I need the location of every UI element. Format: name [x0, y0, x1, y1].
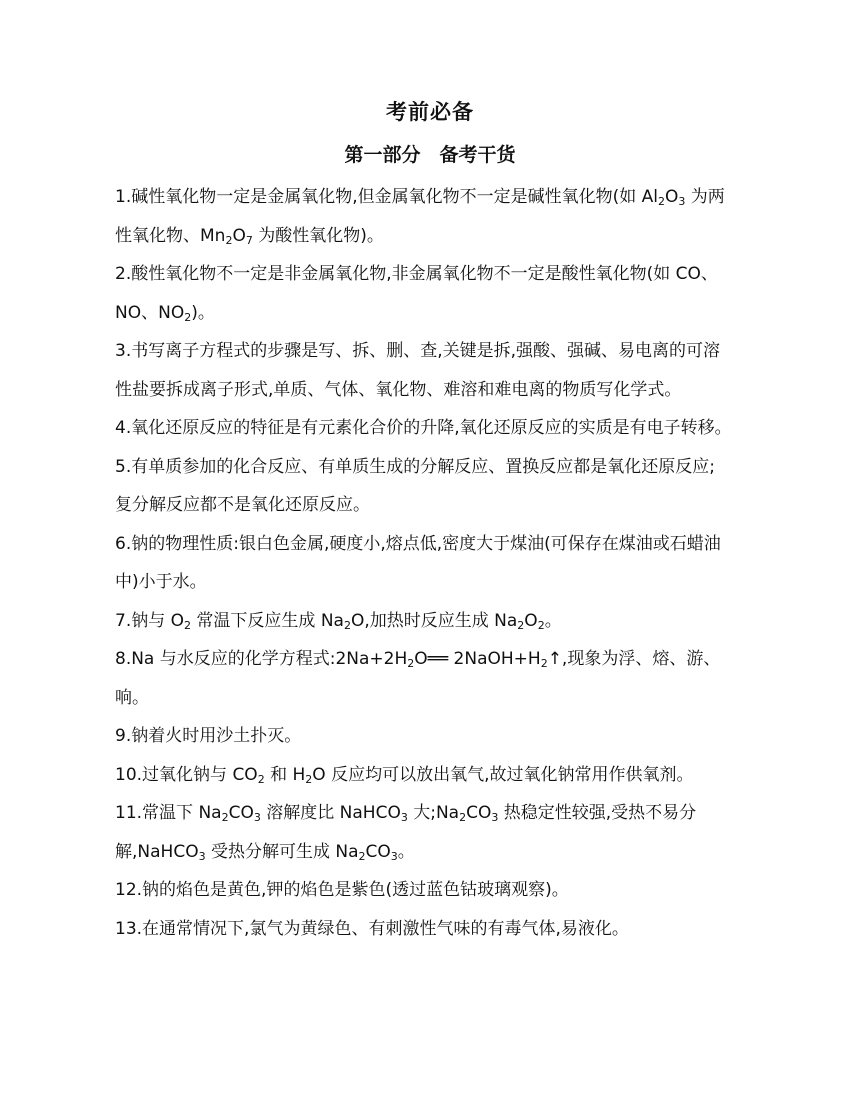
text-segment: 热稳定性较强,受热不易分: [498, 803, 697, 823]
text-line: [115, 178, 755, 217]
text-line: [115, 679, 755, 718]
text-segment: 8.Na 与水反应的化学方程式:2Na+2H: [115, 649, 408, 669]
text-line: [115, 794, 755, 833]
text-line: [115, 717, 755, 756]
text-segment: CO: [228, 803, 254, 823]
text-segment: 复分解反应都不是氧化还原反应。: [115, 495, 370, 515]
text-segment: NO、NO: [115, 302, 185, 323]
subscript: 3: [678, 195, 686, 208]
text-segment: CO: [365, 841, 391, 862]
text-line: [115, 871, 755, 910]
text-segment: 大;Na: [407, 803, 460, 823]
text-segment: )。: [191, 302, 215, 323]
text-segment: 2.酸性氧化物不一定是非金属氧化物,非金属氧化物不一定是酸性氧化物(如 CO、: [115, 264, 718, 284]
text-line: [115, 756, 755, 795]
list-item: [115, 448, 755, 525]
section-heading: 第一部分 备考干货: [344, 144, 516, 166]
text-segment: 常温下反应生成 Na: [191, 610, 344, 631]
text-segment: 。: [397, 841, 415, 862]
text-line: [115, 833, 755, 872]
list-item: [115, 409, 755, 448]
text-segment: 溶解度比 NaHCO: [260, 803, 401, 823]
text-segment: 性盐要拆成离子形式,单质、气体、氧化物、难溶和难电离的物质写化学式。: [115, 379, 682, 400]
subscript: 2: [658, 195, 666, 208]
subscript: 2: [407, 657, 415, 670]
subscript: 2: [225, 233, 233, 247]
item-list: [115, 178, 755, 948]
text-segment: 响。: [115, 687, 149, 708]
list-item: [115, 640, 755, 717]
subscript: 2: [221, 811, 229, 824]
page-title: 考前必备: [386, 100, 474, 124]
subscript: 2: [305, 772, 313, 786]
text-segment: 12.钠的焰色是黄色,钾的焰色是紫色(透过蓝色钴玻璃观察)。: [115, 880, 569, 900]
text-segment: CO: [466, 803, 492, 823]
text-segment: 为两: [685, 187, 725, 207]
text-line: [115, 294, 755, 333]
text-line: [115, 371, 755, 410]
subscript: 2: [358, 849, 366, 863]
list-item: [115, 717, 755, 756]
text-segment: O: [232, 225, 246, 246]
text-segment: 性氧化物、Mn: [115, 225, 226, 246]
subscript: 2: [540, 657, 548, 670]
text-line: [115, 640, 755, 679]
list-item: [115, 332, 755, 409]
text-segment: 中)小于水。: [115, 572, 207, 592]
text-segment: O,加热时反应生成 Na: [350, 610, 518, 631]
text-line: [115, 602, 755, 641]
text-segment: 9.钠着火时用沙土扑灭。: [115, 726, 302, 746]
subscript: 2: [459, 811, 467, 824]
text-segment: 11.常温下 Na: [115, 803, 222, 823]
text-segment: 3.书写离子方程式的步骤是写、拆、删、查,关键是拆,强酸、强碱、易电离的可溶: [115, 341, 721, 361]
subscript: 2: [184, 310, 192, 324]
list-item: [115, 255, 755, 332]
text-segment: 10.过氧化钠与 CO: [115, 764, 258, 785]
text-segment: 受热分解可生成 Na: [205, 841, 359, 862]
text-line: [115, 448, 755, 487]
text-segment: O: [665, 187, 679, 207]
text-segment: 5.有单质参加的化合反应、有单质生成的分解反应、置换反应都是氧化还原反应;: [115, 456, 715, 477]
text-line: [115, 409, 755, 448]
text-segment: O══ 2NaOH+H: [414, 649, 541, 669]
text-line: [115, 910, 755, 949]
list-item: [115, 794, 755, 871]
text-line: [115, 563, 755, 602]
text-segment: 解,NaHCO: [115, 841, 199, 862]
subscript: 2: [257, 772, 265, 786]
text-segment: 6.钠的物理性质:银白色金属,硬度小,熔点低,密度大于煤油(可保存在煤油或石蜡油: [115, 533, 721, 554]
text-segment: 1.碱性氧化物一定是金属氧化物,但金属氧化物不一定是碱性氧化物(如 Al: [115, 187, 659, 207]
text-line: [115, 217, 755, 256]
text-segment: 。: [544, 610, 562, 631]
text-segment: 13.在通常情况下,氯气为黄绿色、有刺激性气味的有毒气体,易液化。: [115, 918, 629, 939]
subscript: 2: [537, 618, 545, 632]
text-line: [115, 332, 755, 371]
text-segment: O 反应均可以放出氧气,故过氧化钠常用作供氧剂。: [312, 764, 694, 785]
text-segment: 和 H: [264, 764, 306, 785]
list-item: [115, 910, 755, 949]
list-item: [115, 525, 755, 602]
text-segment: ↑,现象为浮、熔、游、: [547, 649, 721, 669]
subscript: 2: [343, 618, 351, 632]
list-item: [115, 871, 755, 910]
text-line: [115, 255, 755, 294]
subscript: 3: [491, 811, 499, 824]
text-segment: 为酸性氧化物)。: [252, 225, 384, 246]
list-item: [115, 178, 755, 255]
text-line: [115, 525, 755, 564]
subscript: 3: [400, 811, 408, 824]
subscript: 3: [198, 849, 206, 863]
list-item: [115, 602, 755, 641]
subscript: 2: [184, 618, 192, 632]
subscript: 7: [245, 233, 253, 247]
text-segment: 4.氧化还原反应的特征是有元素化合价的升降,氧化还原反应的实质是有电子转移。: [115, 418, 732, 438]
text-line: [115, 486, 755, 525]
list-item: [115, 756, 755, 795]
subscript: 3: [390, 849, 398, 863]
text-segment: O: [524, 610, 538, 631]
subscript: 3: [253, 811, 261, 824]
text-segment: 7.钠与 O: [115, 610, 185, 631]
subscript: 2: [517, 618, 525, 632]
